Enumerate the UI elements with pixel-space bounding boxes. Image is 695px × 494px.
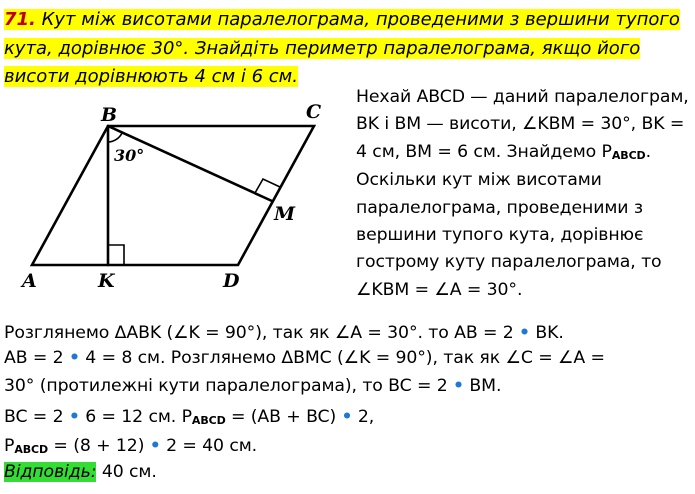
solution-intro: Нехай ABCD — даний паралелограм, BK і BM — висоти, ∠KBM = 30°, BK = 4 см, BM = 6 см. Знайдемо PABCD. Оскільки кут між висотами паралелограма, проведеними з вершини тупого кута, дорівнює гострому куту паралелограма, то ∠KBM = ∠A = 30°.: [356, 87, 689, 300]
label-d: D: [223, 270, 240, 292]
label-c: C: [306, 101, 322, 123]
label-angle: 30°: [114, 146, 145, 165]
solution-line-5: PABCD = (8 + 12) • 2 = 40 см.: [4, 436, 258, 456]
task-statement: [4, 6, 689, 92]
task-number: 71.: [4, 9, 36, 30]
right-angle-m: [255, 179, 280, 193]
parallelogram-figure: [4, 92, 344, 292]
solution-line-1: Розглянемо ΔABK (∠K = 90°), так як ∠A = 30°. то AB = 2 • BK.: [4, 323, 564, 343]
answer-line: [4, 460, 157, 484]
answer-value: 40 см.: [96, 462, 157, 482]
parallelogram-abcd: [32, 126, 314, 265]
solution-line-3: 30° (протилежні кути паралелограма), то BC = 2 • BM.: [4, 376, 502, 396]
angle-arc: [108, 133, 122, 142]
task-text: Кут між висотами паралелограма, проведеними з вершини тупого кута, дорівнює 30°. Знайдіть периметр паралелограма, якщо його висоти дорівнюють 4 см і 6 см.: [4, 9, 680, 87]
solution-line-4: BC = 2 • 6 = 12 см. PABCD = (AB + BC) • 2,: [4, 407, 375, 427]
solution-line-2: AB = 2 • 4 = 8 см. Розглянемо ΔBMC (∠K = 90°), так як ∠C = ∠A =: [4, 348, 605, 368]
label-k: K: [98, 270, 115, 292]
label-a: A: [22, 270, 37, 292]
answer-label: Відповідь:: [4, 462, 97, 482]
label-b: B: [101, 104, 118, 126]
right-angle-k: [108, 245, 124, 265]
label-m: M: [274, 203, 296, 225]
